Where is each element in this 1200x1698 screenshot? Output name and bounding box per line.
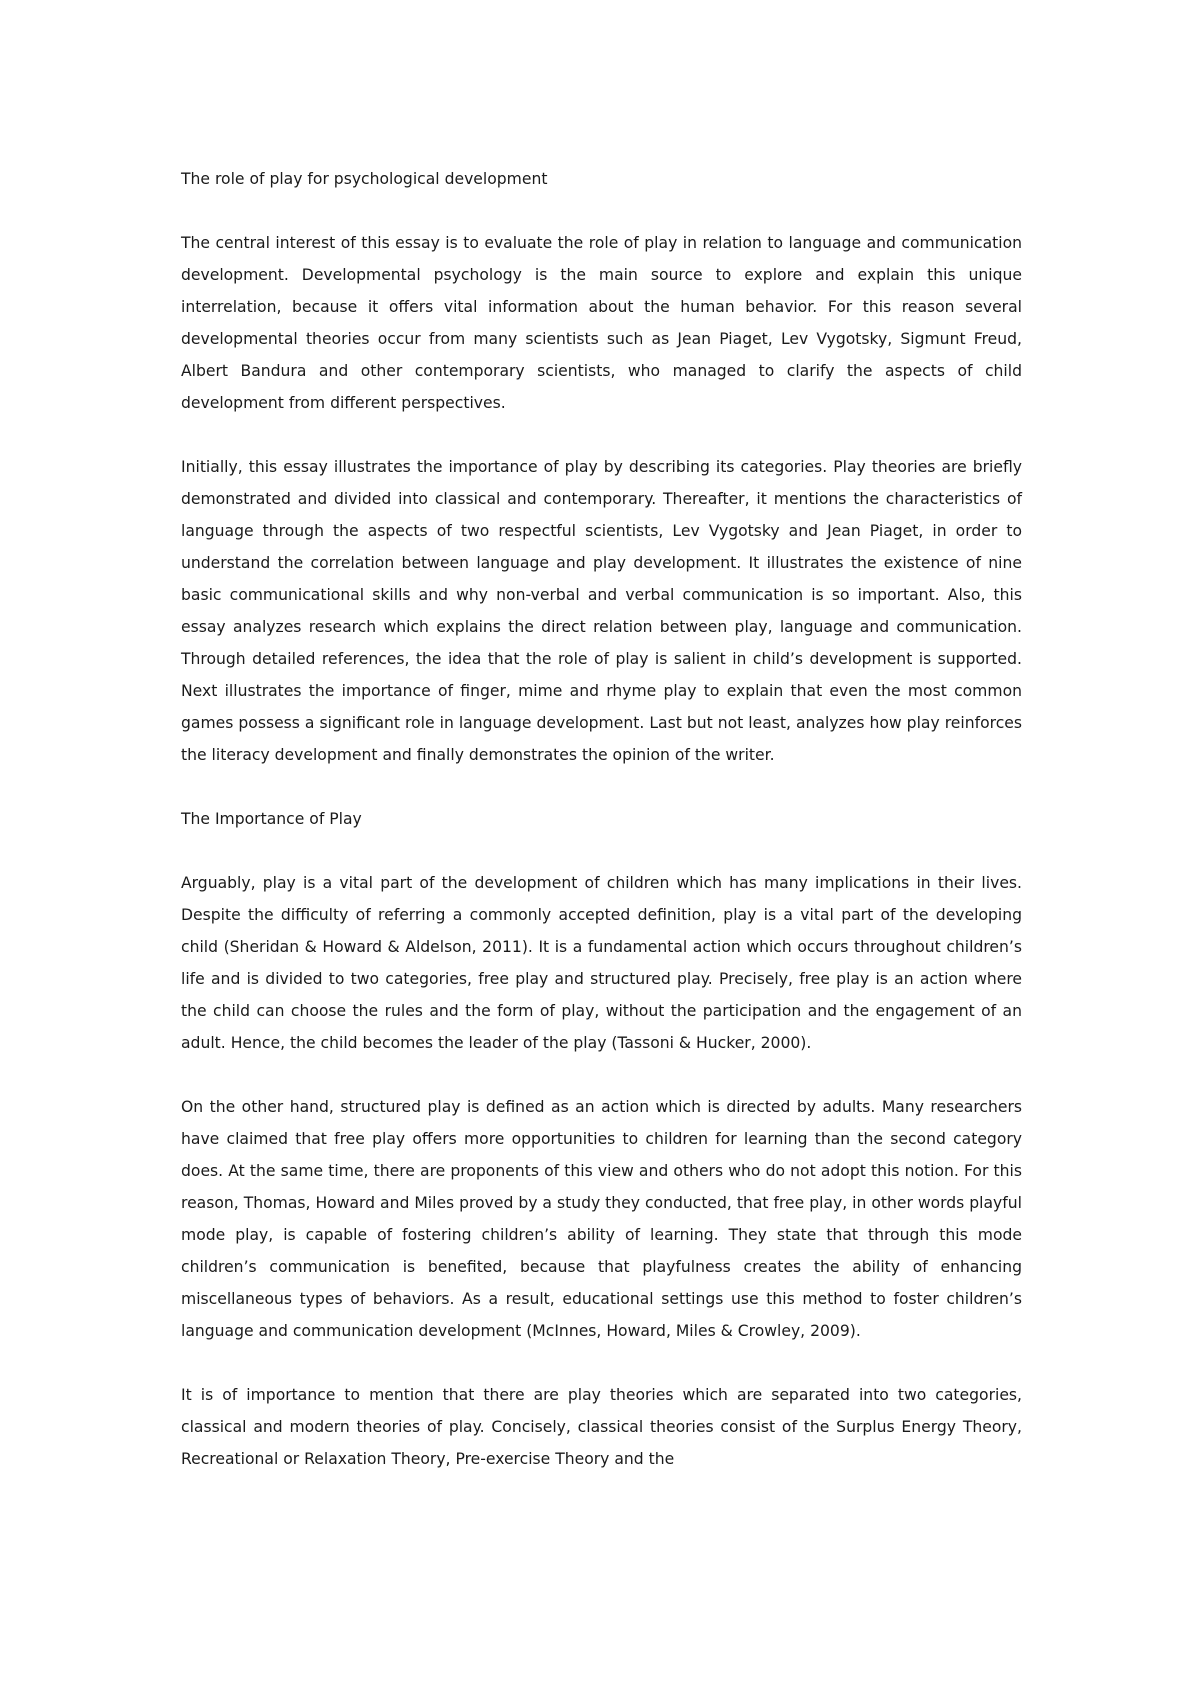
section-paragraph-1: Arguably, play is a vital part of the development of children which has many implications in their lives. Despite the difficulty of referring a commonly accepted definition, play is a vital part of the developing child (Sheridan & Howard & Aldelson, 2011). It is a fundamental action which occurs throughout children’s life and is divided to two categories, free play and structured play. Precisely, free play is an action where the child can choose the rules and the form of play, without the participation and the engagement of an adult. Hence, the child becomes the leader of the play (Tassoni & Hucker, 2000). — [181, 874, 1022, 1052]
section-paragraph-2: On the other hand, structured play is defined as an action which is directed by adults. Many researchers have claimed that free play offers more opportunities to children for learning than the second category does. At the same time, there are proponents of this view and others who do not adopt this notion. For this reason, Thomas, Howard and Miles proved by a study they conducted, that free play, in other words playful mode play, is capable of fostering children’s ability of learning. They state that through this mode children’s communication is benefited, because that playfulness creates the ability of enhancing miscellaneous types of behaviors. As a result, educational settings use this method to foster children’s language and communication development (McInnes, Howard, Miles & Crowley, 2009). — [181, 1098, 1022, 1340]
section-heading-importance-of-play: The Importance of Play — [181, 810, 362, 828]
intro-paragraph-1: The central interest of this essay is to evaluate the role of play in relation to language and communication development. Developmental psychology is the main source to explore and explain this unique interrelation, because it offers vital information about the human behavior. For this reason several developmental theories occur from many scientists such as Jean Piaget, Lev Vygotsky, Sigmunt Freud, Albert Bandura and other contemporary scientists, who managed to clarify the aspects of child development from different perspectives. — [181, 234, 1022, 412]
document-title: The role of play for psychological development — [181, 170, 548, 188]
section-paragraph-3: It is of importance to mention that there are play theories which are separated into two categories, classical and modern theories of play. Concisely, classical theories consist of the Surplus Energy Theory, Recreational or Relaxation Theory, Pre-exercise Theory and the — [181, 1386, 1022, 1468]
document-body — [181, 163, 1022, 1475]
intro-paragraph-2: Initially, this essay illustrates the importance of play by describing its categories. Play theories are briefly demonstrated and divided into classical and contemporary. Thereafter, it mentions the characteristics of language through the aspects of two respectful scientists, Lev Vygotsky and Jean Piaget, in order to understand the correlation between language and play development. It illustrates the existence of nine basic communicational skills and why non-verbal and verbal communication is so important. Also, this essay analyzes research which explains the direct relation between play, language and communication. Through detailed references, the idea that the role of play is salient in child’s development is supported. Next illustrates the importance of finger, mime and rhyme play to explain that even the most common games possess a significant role in language development. Last but not least, analyzes how play reinforces the literacy development and finally demonstrates the opinion of the writer. — [181, 458, 1022, 764]
